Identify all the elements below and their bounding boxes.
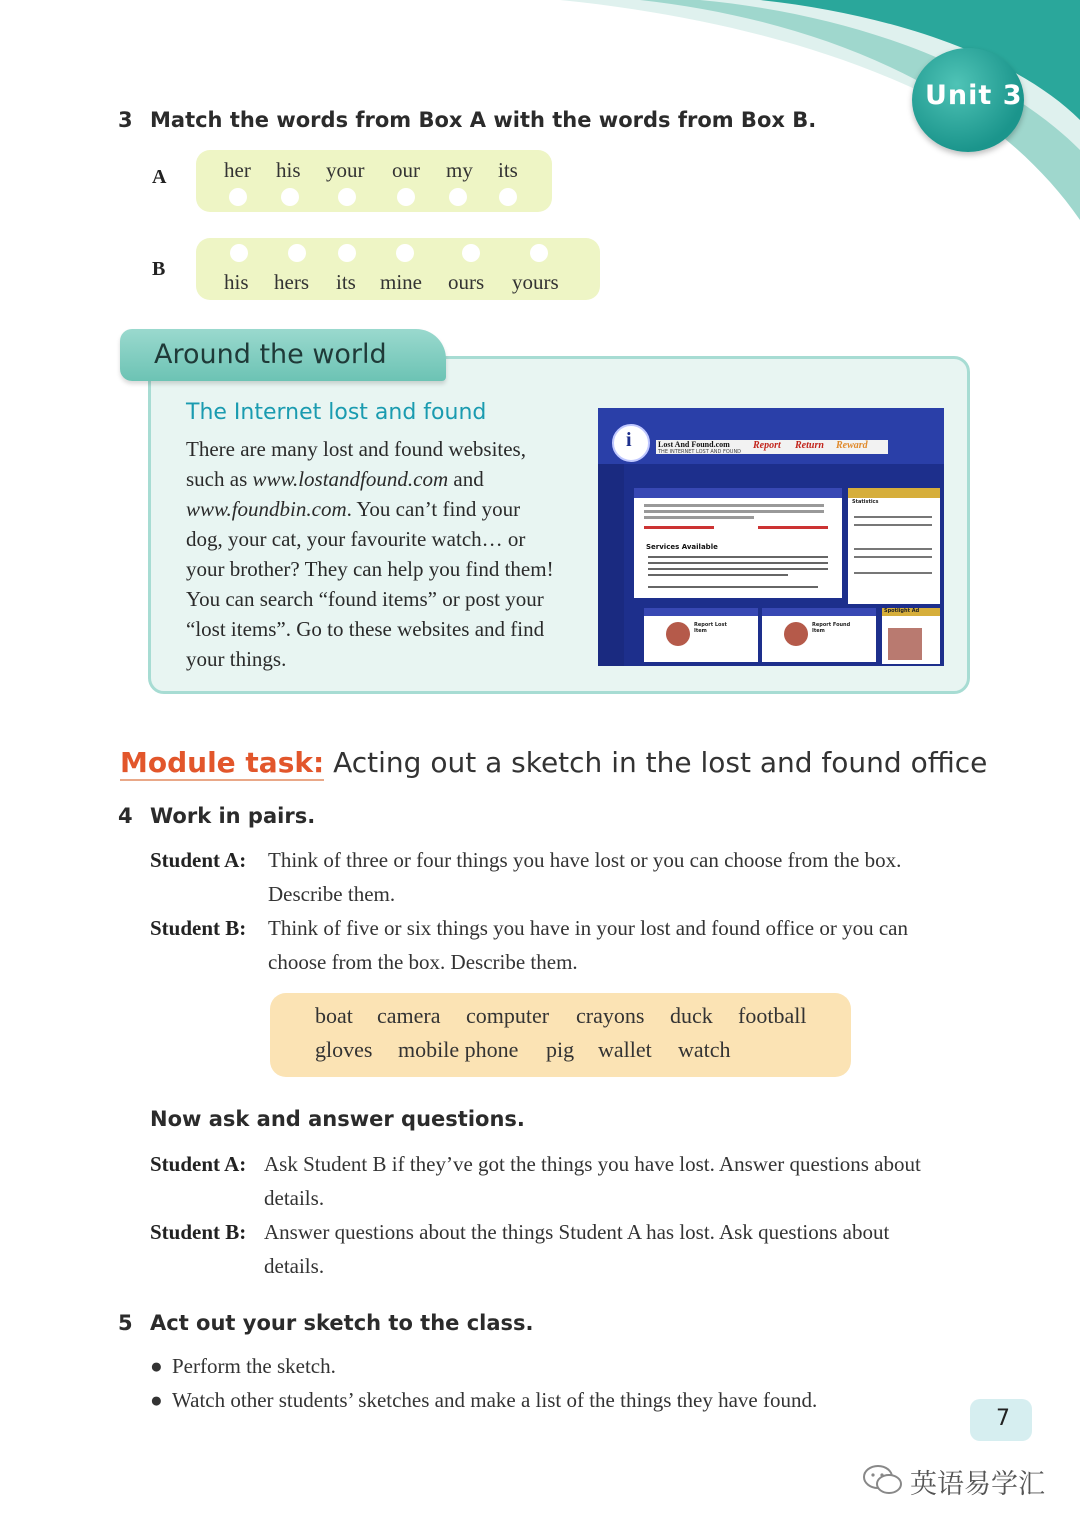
- match-dot[interactable]: [449, 188, 467, 206]
- watermark: 英语易学汇: [910, 1469, 1045, 1500]
- bullet-dot-icon: ●: [150, 1388, 163, 1412]
- site-name: Lost And Found.com: [658, 440, 730, 449]
- box-b-word: ours: [448, 270, 485, 294]
- box-b: [196, 238, 600, 300]
- student-b-text: choose from the box. Describe them.: [268, 950, 578, 974]
- site-found-label: Report Found Item: [812, 622, 851, 634]
- paragraph-line: You can search “found items” or post your: [186, 587, 544, 611]
- vocab-word: mobile phone: [398, 1037, 519, 1062]
- paragraph-line: such as www.lostandfound.com and: [186, 467, 484, 491]
- paragraph-line: your brother? They can help you find them!: [186, 557, 554, 581]
- student-a-text: Think of three or four things you have lost or you can choose from the box.: [268, 848, 902, 872]
- unit-label: Unit 3: [925, 80, 1023, 111]
- box-b-word: mine: [380, 270, 422, 294]
- qa-student-b-text: details.: [264, 1254, 325, 1278]
- box-a-word: my: [446, 158, 473, 182]
- site-statistics-label: Statistics: [852, 499, 879, 505]
- qa-student-a-label: Student A:: [150, 1152, 247, 1176]
- vocab-word: gloves: [315, 1037, 373, 1062]
- match-dot[interactable]: [338, 244, 356, 262]
- qa-student-b-text: Answer questions about the things Student A has lost. Ask questions about: [264, 1220, 890, 1244]
- section-subtitle: The Internet lost and found: [186, 400, 487, 425]
- vocab-word: computer: [466, 1003, 550, 1028]
- paragraph-line: www.foundbin.com. You can’t find your: [186, 497, 521, 521]
- student-a-text: Describe them.: [268, 882, 396, 906]
- vocab-word: boat: [315, 1003, 353, 1028]
- spotlight-photo: [888, 628, 922, 660]
- site-action: Return: [795, 440, 824, 451]
- vocab-word: camera: [377, 1003, 441, 1028]
- site-action: Reward: [836, 440, 868, 451]
- site-found-panel: [762, 608, 876, 662]
- website-screenshot: i Lost And Found.com Report Return Reward THE INTERNET LOST AND FOUND Services Available Statistics Report Lost Item Report Found Item Spotlight Ad: [598, 408, 944, 666]
- qa-student-a-text: details.: [264, 1186, 325, 1210]
- vocabulary-box: [270, 993, 851, 1077]
- match-dot[interactable]: [229, 188, 247, 206]
- match-dot[interactable]: [281, 188, 299, 206]
- around-the-world-title: Around the world: [154, 339, 387, 370]
- exercise-5-instruction: Act out your sketch to the class.: [150, 1311, 534, 1335]
- box-a-label: A: [152, 166, 167, 188]
- match-dot[interactable]: [397, 188, 415, 206]
- qa-student-a-text: Ask Student B if they’ve got the things you have lost. Answer questions about: [264, 1152, 921, 1176]
- student-a-label: Student A:: [150, 848, 247, 872]
- match-dot[interactable]: [530, 244, 548, 262]
- site-section-heading: Services Available: [646, 543, 718, 551]
- box-b-label: B: [152, 258, 166, 280]
- site-sidebar: [598, 464, 624, 666]
- site-lost-panel: [644, 608, 758, 662]
- match-dot[interactable]: [230, 244, 248, 262]
- subheading: Now ask and answer questions.: [150, 1107, 525, 1131]
- vocab-word: watch: [678, 1037, 731, 1062]
- paragraph-line: your things.: [186, 647, 287, 671]
- paragraph-line: There are many lost and found websites,: [186, 437, 526, 461]
- page-number: 7: [996, 1406, 1010, 1431]
- box-b-word: yours: [512, 270, 559, 294]
- module-task-label: Module task:: [120, 746, 325, 779]
- vocab-word: duck: [670, 1003, 713, 1028]
- exercise-3-number: 3: [118, 108, 133, 132]
- vocab-word: pig: [546, 1037, 575, 1062]
- match-dot[interactable]: [396, 244, 414, 262]
- match-dot[interactable]: [499, 188, 517, 206]
- site-spotlight-label: Spotlight Ad: [884, 608, 920, 614]
- box-b-word: hers: [274, 270, 309, 294]
- found-person-photo: [784, 622, 808, 646]
- box-a-word: our: [392, 158, 420, 182]
- match-dot[interactable]: [338, 188, 356, 206]
- site-statistics: [848, 488, 940, 604]
- bullet-item: ● Watch other students’ sketches and make a list of the things they have found.: [150, 1388, 818, 1412]
- box-a: [196, 150, 552, 212]
- lost-person-photo: [666, 622, 690, 646]
- paragraph-line: “lost items”. Go to these websites and find: [186, 617, 545, 641]
- site-action: Report: [753, 440, 781, 451]
- box-b-word: his: [224, 270, 249, 294]
- student-b-text: Think of five or six things you have in your lost and found office or you can: [268, 916, 908, 940]
- site-lost-label: Report Lost Item: [694, 622, 727, 634]
- box-a-word: his: [276, 158, 301, 182]
- box-a-word: its: [498, 158, 518, 182]
- wechat-icon: [862, 1463, 904, 1497]
- box-b-word: its: [336, 270, 356, 294]
- module-task-title: Acting out a sketch in the lost and found office: [333, 746, 988, 779]
- box-a-word: her: [224, 158, 251, 182]
- module-task-heading: [120, 746, 987, 779]
- box-a-word: your: [326, 158, 365, 182]
- bullet-dot-icon: ●: [150, 1354, 163, 1378]
- site-tagline: THE INTERNET LOST AND FOUND: [658, 449, 742, 455]
- bullet-item: ● Perform the sketch.: [150, 1354, 336, 1378]
- vocab-word: wallet: [598, 1037, 652, 1062]
- qa-student-b-label: Student B:: [150, 1220, 247, 1244]
- vocab-word: crayons: [576, 1003, 645, 1028]
- exercise-4-number: 4: [118, 804, 133, 828]
- exercise-5-number: 5: [118, 1311, 133, 1335]
- exercise-3-instruction: Match the words from Box A with the words from Box B.: [150, 108, 817, 132]
- vocab-word: football: [738, 1003, 807, 1028]
- match-dot[interactable]: [462, 244, 480, 262]
- student-b-label: Student B:: [150, 916, 247, 940]
- match-dot[interactable]: [288, 244, 306, 262]
- paragraph-line: dog, your cat, your favourite watch… or: [186, 527, 526, 551]
- exercise-4-instruction: Work in pairs.: [150, 804, 316, 828]
- site-header: [598, 408, 944, 464]
